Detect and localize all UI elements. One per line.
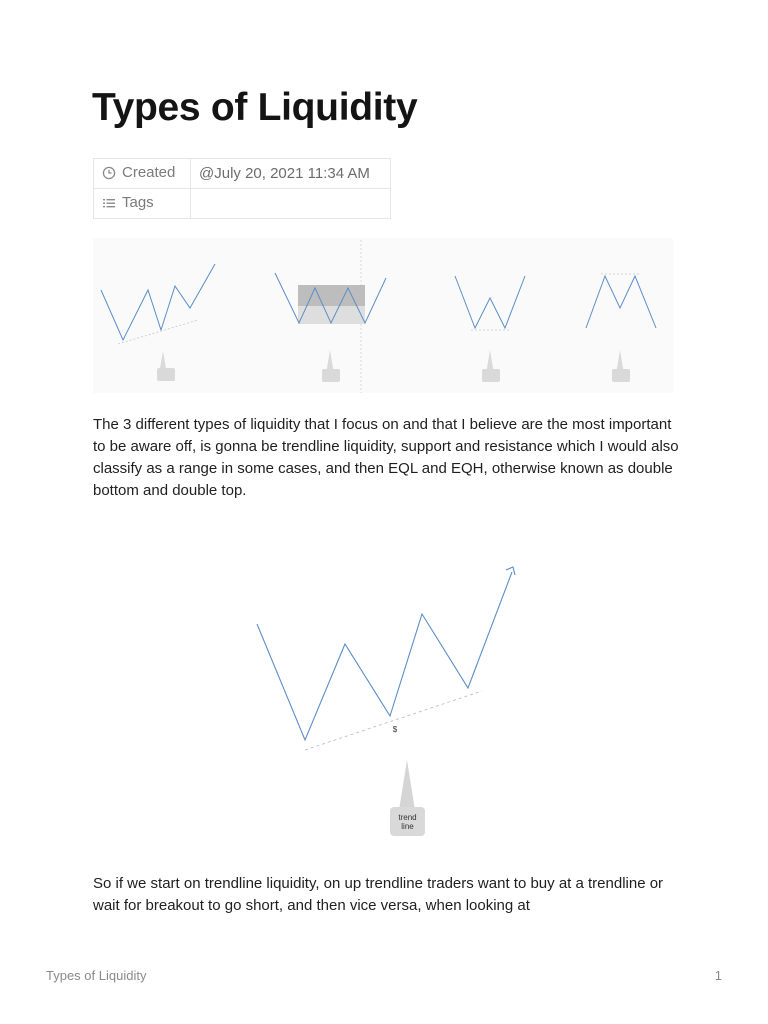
- property-key: [94, 189, 191, 219]
- properties-table: [93, 158, 391, 219]
- dollar-mark: $: [392, 725, 398, 734]
- clock-icon: [102, 166, 116, 184]
- page-title: Types of Liquidity: [92, 86, 418, 129]
- arrow-head-icon: [506, 567, 515, 575]
- trendline: [305, 691, 482, 750]
- footer-doc-title: Types of Liquidity: [46, 968, 147, 983]
- liquidity-types-diagram: [93, 238, 673, 393]
- property-row-tags[interactable]: [94, 189, 391, 219]
- tag-line-1: trend: [398, 813, 417, 822]
- tags-value[interactable]: [191, 189, 391, 219]
- tag-line-2: line: [401, 822, 414, 831]
- label-pointer: [399, 760, 415, 810]
- property-key-label: Created: [122, 163, 176, 181]
- trendline-liquidity-figure: [250, 560, 530, 840]
- property-row-created[interactable]: [94, 159, 391, 189]
- price-path-line: [257, 572, 512, 740]
- property-key: [94, 159, 191, 189]
- trendline-paragraph: So if we start on trendline liquidity, on up trendline traders want to buy at a trendline or wait for breakout to go short, and then vice versa, when looking at: [93, 875, 664, 914]
- created-date-value[interactable]: @July 20, 2021 11:34 AM: [191, 159, 391, 189]
- intro-paragraph: The 3 different types of liquidity that I focus on and that I believe are the most important to be aware off, is gonna be trendline liquidity, support and resistance which I would also classify as a range in some cases, and then EQL and EQH, otherwise known as double bottom and double top.: [93, 416, 679, 499]
- property-key-label: Tags: [122, 193, 154, 211]
- list-icon: [102, 196, 116, 214]
- footer-page-number: 1: [714, 968, 722, 983]
